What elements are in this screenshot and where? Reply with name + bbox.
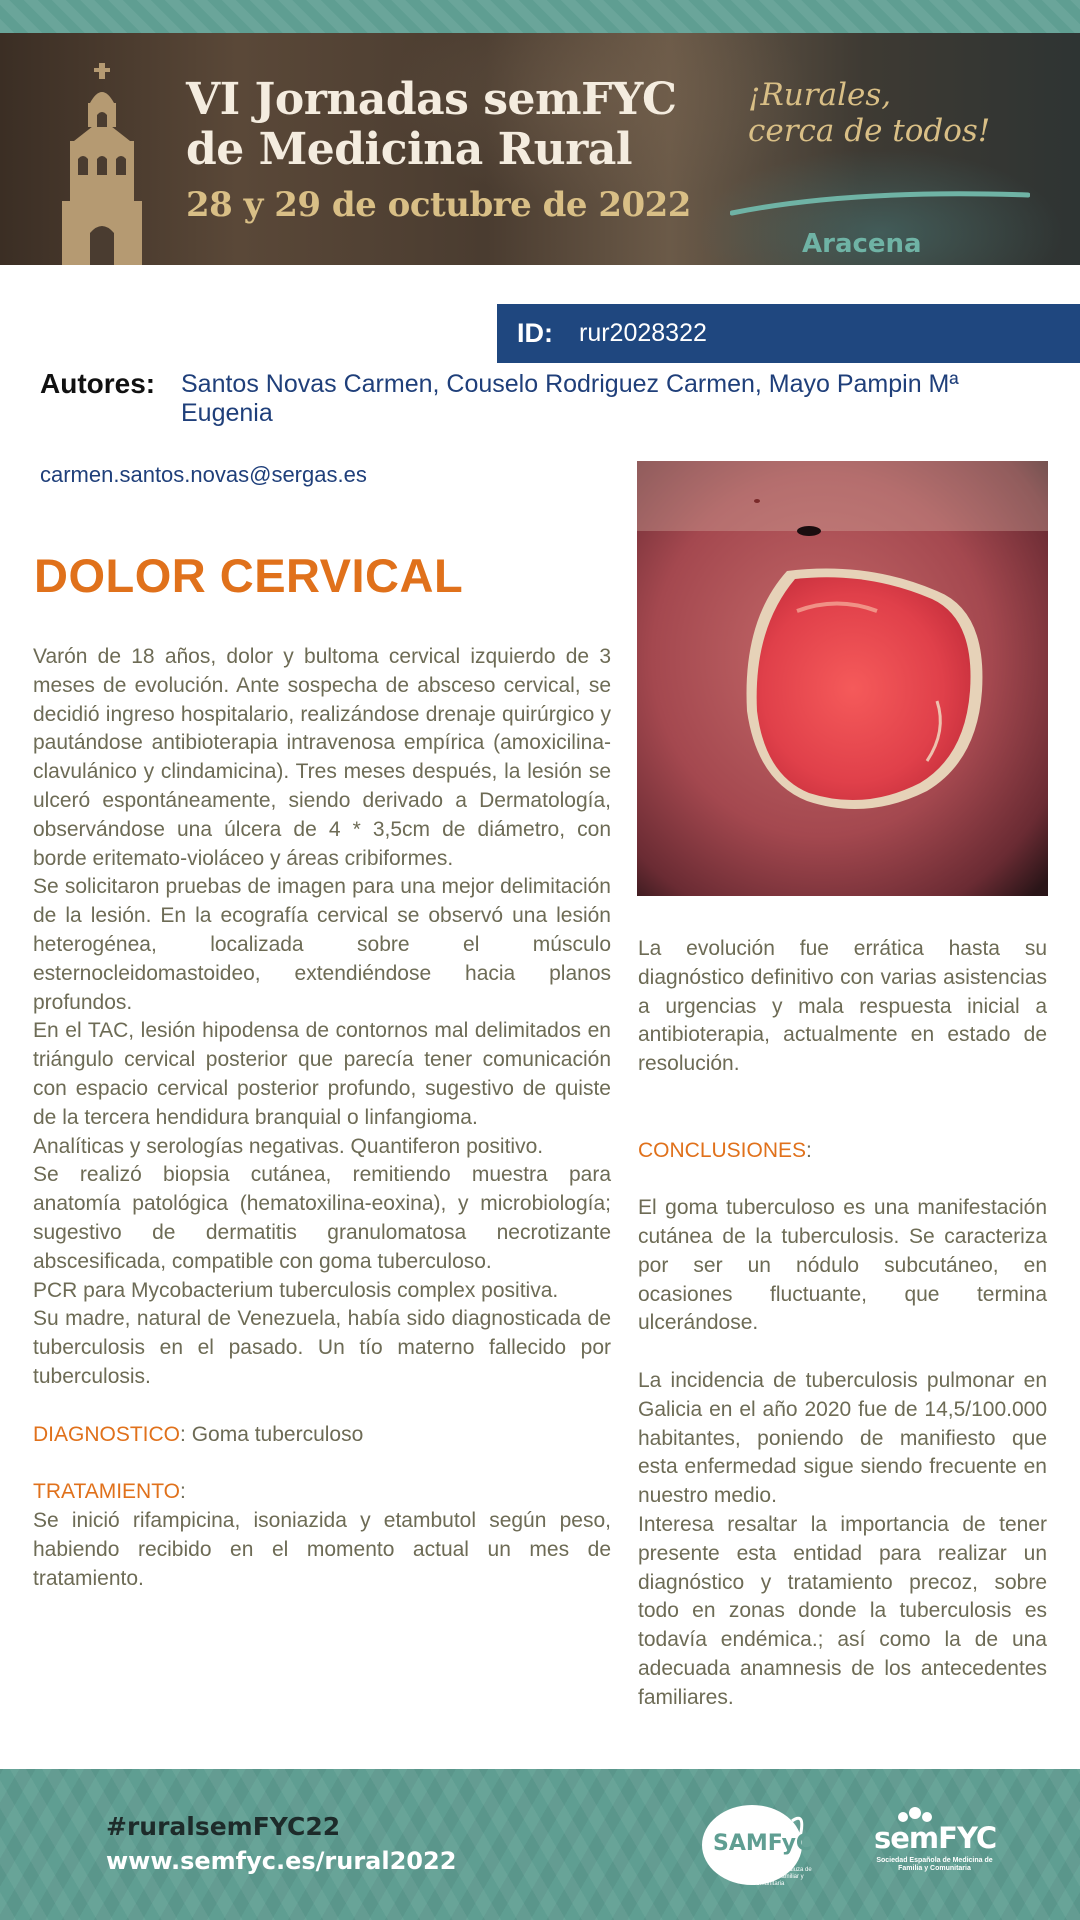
- case-paragraph: Su madre, natural de Venezuela, había sido diagnosticada de tuberculosis en el pasado. Un tío materno fallecido por tuberculosis.: [33, 1307, 611, 1388]
- banner-tagline: [748, 77, 998, 149]
- case-evolution: [638, 935, 1047, 1713]
- case-paragraph: En el TAC, lesión hipodensa de contornos mal delimitados en triángulo cervical posterior que parecía tener comunicación con espacio cervical posterior profundo, sugestivo de quiste de la tercera hendidura branquial o linfangioma.: [33, 1019, 611, 1129]
- submission-id-bar: [497, 304, 1080, 363]
- case-paragraph: Se realizó biopsia cutánea, remitiendo muestra para anatomía patológica (hematoxilina-eoxina), y microbiología; sugestivo de dermatitis granulomatosa necrotizante abscesificada, compatible con goma tuberculoso.: [33, 1163, 611, 1273]
- samfyc-logo-subtitle: Sociedad Andaluza de Medicina Familiar y Comunitaria: [752, 1867, 812, 1887]
- case-description: [33, 643, 611, 1593]
- banner-title-line2: de Medicina Rural: [186, 124, 633, 175]
- treatment-text: Se inició rifampicina, isoniazida y etambutol según peso, habiendo recibido en el momento actual un mes de tratamiento.: [33, 1508, 611, 1590]
- top-pattern-strip: [0, 0, 1080, 33]
- clinical-ulcer-photo: [637, 461, 1048, 896]
- id-label: ID:: [517, 318, 553, 348]
- treatment-separator: :: [180, 1480, 186, 1504]
- banner-date: 28 y 29 de octubre de 2022: [186, 185, 691, 225]
- banner-tagline-line1: ¡Rurales,: [748, 77, 892, 113]
- bell-tower-icon: [52, 63, 152, 265]
- samfyc-logo-text: SAMFyC: [713, 1831, 813, 1856]
- diagnosis-separator: :: [180, 1422, 186, 1446]
- authors-list: Santos Novas Carmen, Couselo Rodriguez Carmen, Mayo Pampin Mª Eugenia: [181, 370, 959, 427]
- banner-tagline-line2: cerca de todos!: [748, 113, 991, 149]
- footer-band: [0, 1769, 1080, 1920]
- conclusions-paragraph: Interesa resaltar la importancia de tener presente esta entidad para realizar un diagnóstico y tratamiento precoz, sobre todo en zonas donde la tuberculosis es todavía endémica.; así como la de una adecuada anamnesis de los antecedentes familiares.: [638, 1512, 1047, 1709]
- contact-email[interactable]: carmen.santos.novas@sergas.es: [40, 462, 367, 487]
- case-paragraph: Se solicitaron pruebas de imagen para una mejor delimitación de la lesión. En la ecografía cervical se observó una lesión heterogénea, localizada sobre el músculo esternocleidomastoideo, extendiéndose hacia planos profundos.: [33, 875, 611, 1014]
- diagnosis-label: DIAGNOSTICO: [33, 1422, 181, 1446]
- treatment-label: TRATAMIENTO: [33, 1480, 180, 1504]
- conclusions-paragraph: La incidencia de tuberculosis pulmonar en Galicia en el año 2020 fue de 14,5/100.000 habitantes, poniendo de manifiesto que esta enfermedad sigue siendo frecuente en nuestro medio.: [638, 1368, 1047, 1508]
- evolution-paragraph: La evolución fue errática hasta su diagnóstico definitivo con varias asistencias a urgencias y mala respuesta inicial a antibioterapia, actualmente en estado de resolución.: [638, 937, 1047, 1076]
- swoosh-decoration-icon: [730, 183, 1030, 223]
- case-paragraph: Analíticas y serologías negativas. Quantiferon positivo.: [33, 1134, 544, 1158]
- conclusions-label: CONCLUSIONES: [638, 1138, 807, 1162]
- footer-url[interactable]: www.semfyc.es/rural2022: [106, 1847, 457, 1875]
- id-value: rur2028322: [579, 319, 707, 347]
- conference-banner: [0, 33, 1080, 265]
- conclusions-paragraph: El goma tuberculoso es una manifestación cutánea de la tuberculosis. Se caracteriza por ser un nódulo subcutáneo, en ocasiones fluctuante, que termina ulcerándose.: [638, 1196, 1047, 1335]
- diagnosis-value: Goma tuberculoso: [185, 1422, 364, 1446]
- conclusions-separator: :: [806, 1138, 812, 1162]
- footer-hashtag: #ruralsemFYC22: [106, 1812, 341, 1841]
- semfyc-logo-text: semFYC: [874, 1821, 997, 1855]
- conclusions-heading: [638, 1137, 1047, 1166]
- banner-title: [186, 75, 676, 175]
- authors-label: Autores:: [40, 368, 156, 399]
- treatment-heading: [33, 1478, 611, 1507]
- case-title: DOLOR CERVICAL: [34, 549, 464, 602]
- banner-title-line1: VI Jornadas semFYC: [186, 74, 677, 125]
- diagnosis-line: [33, 1421, 611, 1450]
- banner-location: Aracena: [802, 229, 922, 259]
- case-paragraph: PCR para Mycobacterium tuberculosis complex positiva.: [33, 1278, 559, 1302]
- case-paragraph: Varón de 18 años, dolor y bultoma cervical izquierdo de 3 meses de evolución. Ante sospecha de absceso cervical, se decidió ingreso hospitalario, realizándose drenaje quirúrgico y pautándose antibioterapia intravenosa empírica (amoxicilina-clavulánico y clindamicina). Tres meses después, la lesión se ulceró espontáneamente, siendo derivado a Dermatología, observándose una úlcera de 4 * 3,5cm de diámetro, con borde eritemato-violáceo y áreas cribiformes.: [33, 645, 611, 870]
- semfyc-logo-subtitle: Sociedad Española de Medicina de Familia y Comunitaria: [876, 1857, 993, 1872]
